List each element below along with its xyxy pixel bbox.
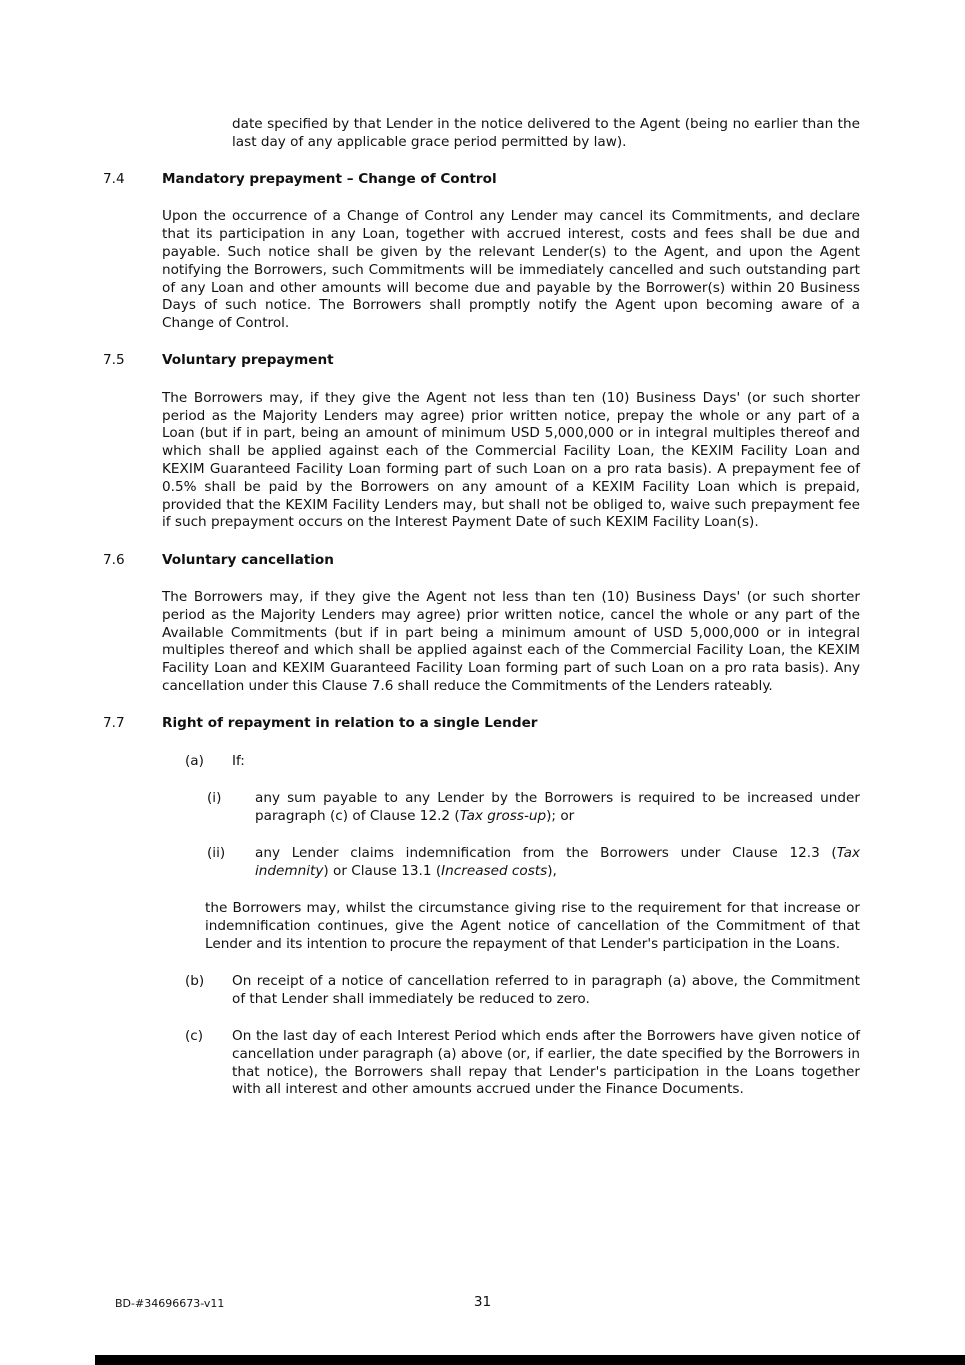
list-item-text	[255, 790, 860, 826]
defined-term: Tax gross-up	[459, 807, 547, 824]
clause-content	[162, 715, 860, 1118]
list-marker: (i)	[207, 789, 222, 806]
list-item-text: On the last day of each Interest Period which ends after the Borrowers have given notice of cancellation under paragraph (a) above (or, if earlier, the date specified by the Borrowers in that notice), the Borrowers shall repay that Lender's participation in the Loans together with all interest and other amounts accrued under the Finance Documents.	[232, 1027, 860, 1098]
defined-term: Increased costs	[441, 862, 548, 879]
text-segment: ); or	[546, 807, 575, 824]
text-segment: ) or Clause 13.1 (	[323, 862, 442, 879]
clause-7-7	[103, 715, 860, 1118]
list-marker: (ii)	[207, 844, 226, 861]
item-a-continuation: the Borrowers may, whilst the circumstance giving rise to the requirement for that increase or indemnification continues, give the Agent notice of cancellation of the Commitment of that Lender and its intention to procure the repayment of that Lender's participation in the Loans.	[205, 900, 860, 952]
list-item-b	[162, 973, 860, 1009]
continuation-paragraph: date specified by that Lender in the notice delivered to the Agent (being no earlier than the last day of any applicable grace period permitted by law).	[232, 116, 860, 150]
list-item-a	[162, 753, 860, 771]
list-item-i	[162, 790, 860, 826]
clause-number: 7.7	[103, 715, 125, 732]
text-segment: ),	[547, 862, 557, 879]
text-segment: any sum payable to any Lender by the Borrowers is required to be increased under paragraph (c) of Clause 12.2 (	[255, 789, 860, 824]
clause-body: Upon the occurrence of a Change of Control any Lender may cancel its Commitments, and declare that its participation in any Loan, together with accrued interest, costs and fees shall be due and payable. Such notice shall be given by the relevant Lender(s) to the Agent, and upon the Agent notifying the Borrowers, such Commitments will be immediately cancelled and such outstanding part of any Loan and other amounts will become due and payable by the Borrower(s) within 20 Business Days of such notice. The Borrowers shall promptly notify the Agent upon becoming aware of a Change of Control.	[162, 208, 860, 332]
defined-term: Tax indemnity	[255, 844, 860, 879]
bottom-black-bar	[95, 1355, 965, 1365]
clause-body: The Borrowers may, if they give the Agent not less than ten (10) Business Days' (or such shorter period as the Majority Lenders may agree) prior written notice, cancel the whole or any part of the Available Commitments (but if in part being a minimum amount of USD 5,000,000 or in integral multiples thereof and which shall be applied against each of the Commercial Facility Loan, the KEXIM Facility Loan and KEXIM Guaranteed Facility Loan forming part of such Loan on a pro rata basis). Any cancellation under this Clause 7.6 shall reduce the Commitments of the Lenders rateably.	[162, 588, 860, 694]
text-segment: any Lender claims indemnification from the Borrowers under Clause 12.3 (	[255, 844, 837, 861]
clause-title: Voluntary cancellation	[162, 551, 334, 568]
document-content	[103, 116, 860, 1119]
list-marker: (b)	[185, 972, 205, 989]
list-item-c	[162, 1028, 860, 1099]
list-item-ii	[162, 845, 860, 881]
list-item-text	[255, 845, 860, 881]
list-item-text: If:	[232, 752, 245, 769]
page-number: 31	[473, 1294, 492, 1310]
list-marker: (a)	[185, 752, 204, 769]
clause-7-4	[103, 171, 860, 352]
clause-content	[162, 552, 860, 716]
list-item-text: On receipt of a notice of cancellation referred to in paragraph (a) above, the Commitment of that Lender shall immediately be reduced to zero.	[232, 972, 860, 1007]
clause-7-5	[103, 352, 860, 551]
clause-content	[162, 352, 860, 551]
document-id: BD-#34696673-v11	[115, 1297, 225, 1310]
clause-title: Mandatory prepayment – Change of Control	[162, 171, 497, 188]
clause-content	[162, 171, 860, 352]
clause-number: 7.6	[103, 551, 125, 568]
clause-number: 7.5	[103, 352, 125, 369]
clause-title: Right of repayment in relation to a single Lender	[162, 715, 538, 732]
clause-number: 7.4	[103, 171, 125, 188]
clause-body: The Borrowers may, if they give the Agent not less than ten (10) Business Days' (or such shorter period as the Majority Lenders may agree) prior written notice, prepay the whole or any part of a Loan (but if in part, being an amount of minimum USD 5,000,000 or in integral multiples thereof and which shall be applied against each of the Commercial Facility Loan, the KEXIM Facility Loan and KEXIM Guaranteed Facility Loan forming part of such Loan on a pro rata basis). A prepayment fee of 0.5% shall be paid by the Borrowers on any amount of a KEXIM Facility Loan which is prepaid, provided that the KEXIM Facility Lenders may, but shall not be obliged to, waive such prepayment fee if such prepayment occurs on the Interest Payment Date of such KEXIM Facility Loan(s).	[162, 389, 860, 531]
list-marker: (c)	[185, 1027, 204, 1044]
clause-7-6	[103, 552, 860, 716]
clause-title: Voluntary prepayment	[162, 352, 334, 369]
